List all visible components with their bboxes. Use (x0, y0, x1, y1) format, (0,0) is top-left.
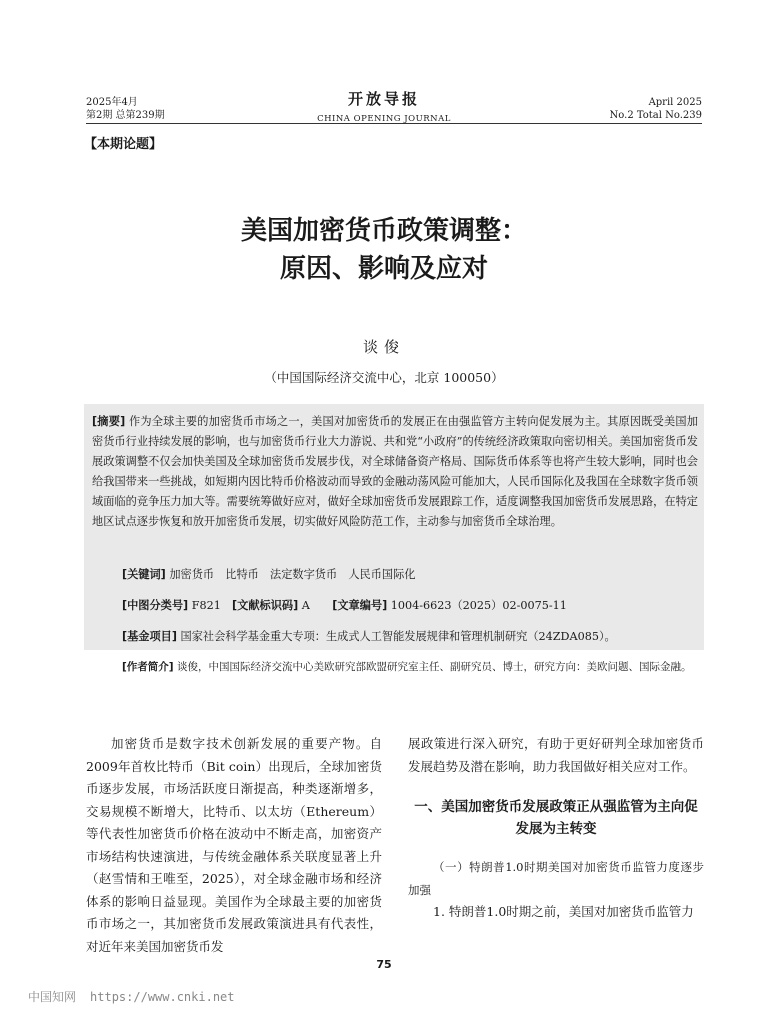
author-name: 谈俊 (362, 338, 405, 356)
abstract-label: [摘要] (92, 415, 126, 428)
cnki-url: https://www.cnki.net (90, 990, 235, 1004)
clc-value: F821 (188, 599, 233, 612)
cnki-label: 中国知网 (28, 990, 77, 1004)
page-number: 75 (376, 958, 392, 971)
clc-label: [中图分类号] (122, 599, 189, 612)
issue-date-en: April 2025 (648, 97, 702, 108)
subsection-heading: （一）特朗普1.0时期美国对加密货币监管力度逐步加强 (408, 860, 704, 897)
keywords-label: [关键词] (122, 568, 166, 581)
article-number-value: 1004-6623（2025）02-0075-11 (387, 599, 567, 612)
author-affiliation: （中国国际经济交流中心，北京 100050） (264, 370, 504, 385)
body-column-right (408, 733, 704, 924)
section-heading-1: 一、美国加密货币发展政策正从强监管为主向促发展为主转变 (414, 799, 698, 837)
fund-project (122, 628, 616, 644)
cnki-watermark (28, 988, 235, 1005)
abstract-text: 作为全球主要的加密货币市场之一，美国对加密货币的发展正在由强监管方主转向促发展为主。其原因既受美国加密货币行业持续发展的影响，也与加密货币行业大力游说、共和党“小政府”的传统经济政策取向密切相关。美国加密货币发展政策调整不仅会加快美国及全球加密货币发展步伐，对全球储备资产格局、国际货币体系等也将产生较大影响，同时也会给我国带来一些挑战，如短期内因比特币价格波动而导致的金融动荡风险可能加大，人民币国际化及我国在全球数字货币领域面临的竞争压力加大等。需要统筹做好应对，做好全球加密货币发展跟踪工作，适度调整我国加密货币发展思路，在特定地区试点逐步恢复和放开加密货币发展，切实做好风险防范工作，主动参与加密货币全球治理。 (92, 415, 698, 528)
bio-label: [作者简介] (122, 661, 174, 673)
body-column-left (86, 733, 382, 958)
header-rule (86, 123, 702, 124)
journal-name-cn: 开放导报 (347, 90, 420, 108)
body-paragraph-2: 1. 特朗普1.0时期之前，美国对加密货币监管力 (433, 904, 694, 919)
body-paragraph: 加密货币是数字技术创新发展的重要产物。自2009年首枚比特币（Bit coin）出现后，全球加密货币逐步发展，市场活跃度日渐提高，种类逐渐增多，交易规模不断增大，比特币、以太坊（Ethereum）等代表性加密货币价格在波动中不断走高，加密资产市场结构快速演进，与传统金融体系关联度显著上升（赵雪情和王唯至，2025），对全球金融市场和经济体系的影响日益显现。美国作为全球最主要的加密货币市场之一，其加密货币发展政策演进具有代表性，对近年来美国加密货币发 (86, 736, 382, 954)
author-bio (92, 657, 698, 677)
title-line-2: 原因、影响及应对 (279, 254, 488, 284)
doc-code-label: [文献标识码] (232, 599, 299, 612)
issue-info-en (610, 96, 702, 122)
issue-number-en: No.2 Total No.239 (609, 110, 702, 121)
body-paragraph-continued: 展政策进行深入研究，有助于更好研判全球加密货币发展趋势及潜在影响，助力我国做好相关应对工作。 (408, 736, 704, 774)
keywords-text: 加密货币 比特币 法定数字货币 人民币国际化 (165, 568, 416, 581)
section-tag: 【本期论题】 (84, 137, 163, 152)
issue-date-cn: 2025年4月 (86, 97, 138, 108)
article-number-label: [文章编号] (332, 599, 388, 612)
title-line-1: 美国加密货币政策调整： (240, 216, 527, 246)
fund-label: [基金项目] (122, 630, 177, 643)
keywords (122, 566, 415, 582)
fund-text: 国家社会科学基金重大专项：生成式人工智能发展规律和管理机制研究（24ZDA085）。 (176, 630, 616, 643)
bio-text: 谈俊，中国国际经济交流中心美欧研究部欧盟研究室主任、副研究员、博士，研究方向：美欧问题、国际金融。 (173, 661, 692, 673)
article-title (0, 212, 768, 288)
journal-name-en: CHINA OPENING JOURNAL (317, 114, 451, 124)
classification-line (122, 597, 567, 613)
issue-number-cn: 第2期 总第239期 (86, 110, 165, 121)
doc-code-value: A (298, 599, 333, 612)
abstract (92, 412, 698, 532)
